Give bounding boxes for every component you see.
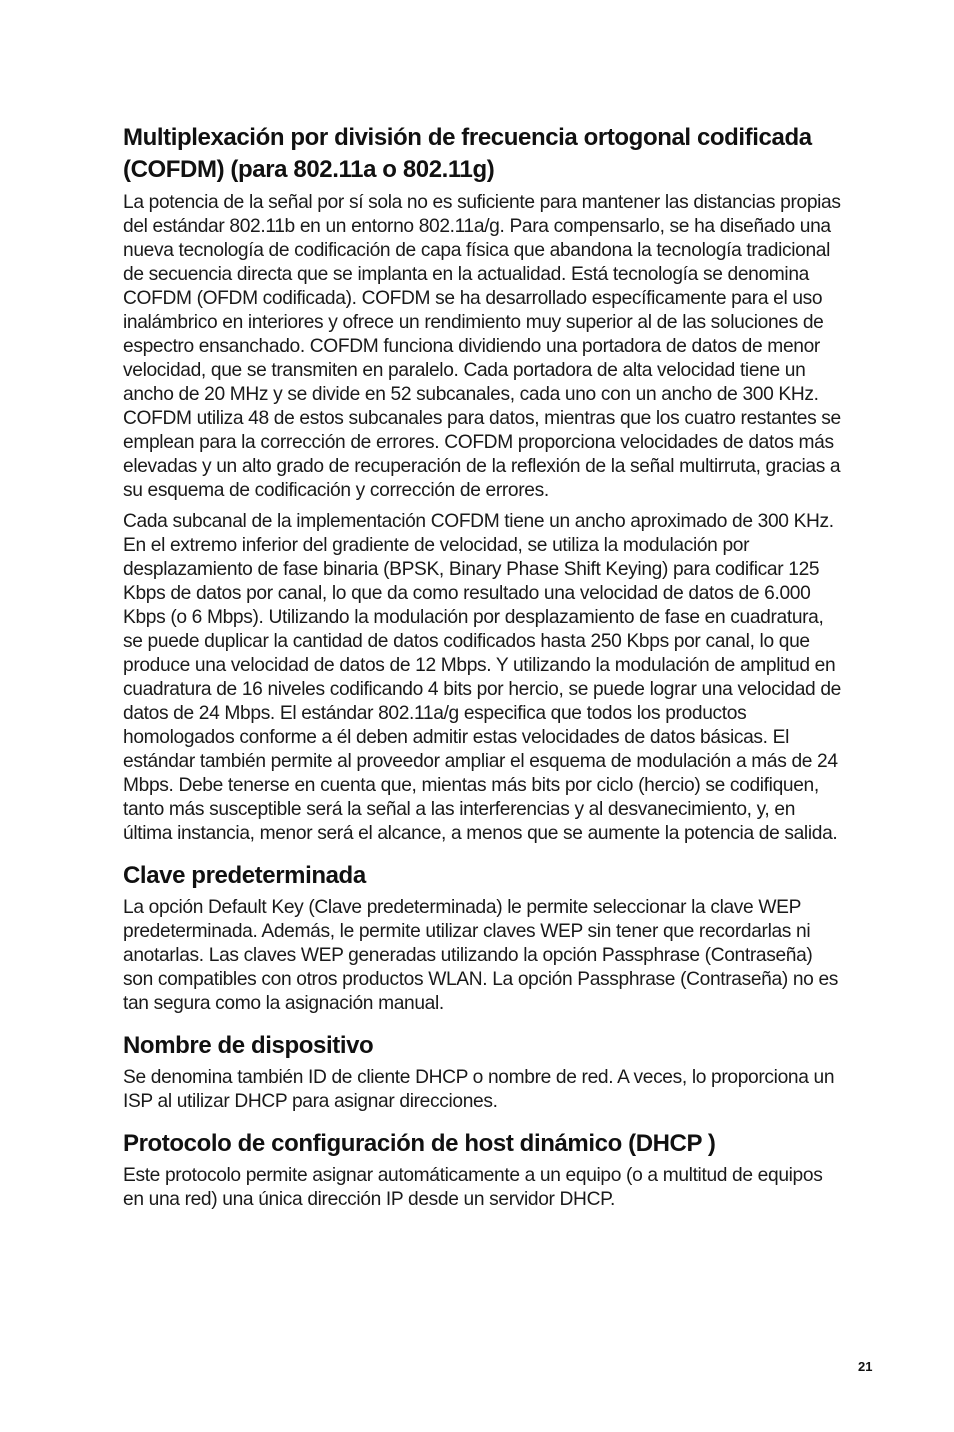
paragraph-dhcp: Este protocolo permite asignar automáticamente a un equipo (o a multitud de equipos en una red) una única dirección IP desde un servidor DHCP.	[123, 1165, 823, 1210]
section-heading-dhcp: Protocolo de configuración de host dinámico (DHCP )	[123, 1130, 716, 1157]
paragraph-device-name: Se denomina también ID de cliente DHCP o nombre de red. A veces, lo proporciona un ISP al utilizar DHCP para asignar direcciones.	[123, 1067, 835, 1112]
section-heading-device-name: Nombre de dispositivo	[123, 1032, 374, 1059]
paragraph-cofdm-2: Cada subcanal de la implementación COFDM tiene un ancho aproximado de 300 KHz. En el extremo inferior del gradiente de velocidad, se utiliza la modulación por desplazamiento de fase binaria (BPSK, Binary Phase Shift Keying) para codificar 125 Kbps de datos por canal, lo que da como resultado una velocidad de datos de 6.000 Kbps (o 6 Mbps). Utilizando la modulación por desplazamiento de fase en cuadratura, se puede duplicar la cantidad de datos codificados hasta 250 Kbps por canal, lo que produce una velocidad de datos de 12 Mbps. Y utilizando la modulación de amplitud en cuadratura de 16 niveles codificando 4 bits por hercio, se puede lograr una velocidad de datos de 24 Mbps. El estándar 802.11a/g especifica que todos los productos homologados conforme a él deben admitir estas velocidades de datos básicas. El estándar también permite al proveedor ampliar el esquema de modulación a más de 24 Mbps. Debe tenerse en cuenta que, mientas más bits por ciclo (hercio) se codifiquen, tanto más susceptible será la señal a las interferencias y al desvanecimiento, y, en última instancia, menor será el alcance, a menos que se aumente la potencia de salida.	[123, 511, 842, 844]
section-heading-default-key: Clave predeterminada	[123, 862, 366, 889]
paragraph-cofdm-1: La potencia de la señal por sí sola no es suficiente para mantener las distancias propias del estándar 802.11b en un entorno 802.11a/g. Para compensarlo, se ha diseñado una nueva tecnología de codificación de capa física que abandona la tecnología tradicional de secuencia directa que se implanta en la actualidad. Está tecnología se denomina COFDM (OFDM codificada). COFDM se ha desarrollado específicamente para el uso inalámbrico en interiores y ofrece un rendimiento muy superior al de las soluciones de espectro ensanchado. COFDM funciona dividiendo una portadora de datos de menor velocidad, que se transmiten en paralelo. Cada portadora de alta velocidad tiene un ancho de 20 MHz y se divide en 52 subcanales, cada uno con un ancho de 300 KHz. COFDM utiliza 48 de estos subcanales para datos, mientras que los cuatro restantes se emplean para la corrección de errores. COFDM proporciona velocidades de datos más elevadas y un alto grado de recuperación de la reflexión de la señal multirruta, gracias a su esquema de codificación y corrección de errores.	[123, 192, 841, 501]
section-heading-cofdm: Multiplexación por división de frecuencia ortogonal codificada (COFDM) (para 802.11a o 802.11g)	[123, 124, 812, 183]
paragraph-default-key: La opción Default Key (Clave predeterminada) le permite seleccionar la clave WEP predeterminada. Además, le permite utilizar claves WEP sin tener que recordarlas ni anotarlas. Las claves WEP generadas utilizando la opción Passphrase (Contraseña) son compatibles con otros productos WLAN. La opción Passphrase (Contraseña) no es tan segura como la asignación manual.	[123, 897, 839, 1014]
page-number: 21	[858, 1359, 873, 1374]
document-body	[123, 122, 841, 1212]
